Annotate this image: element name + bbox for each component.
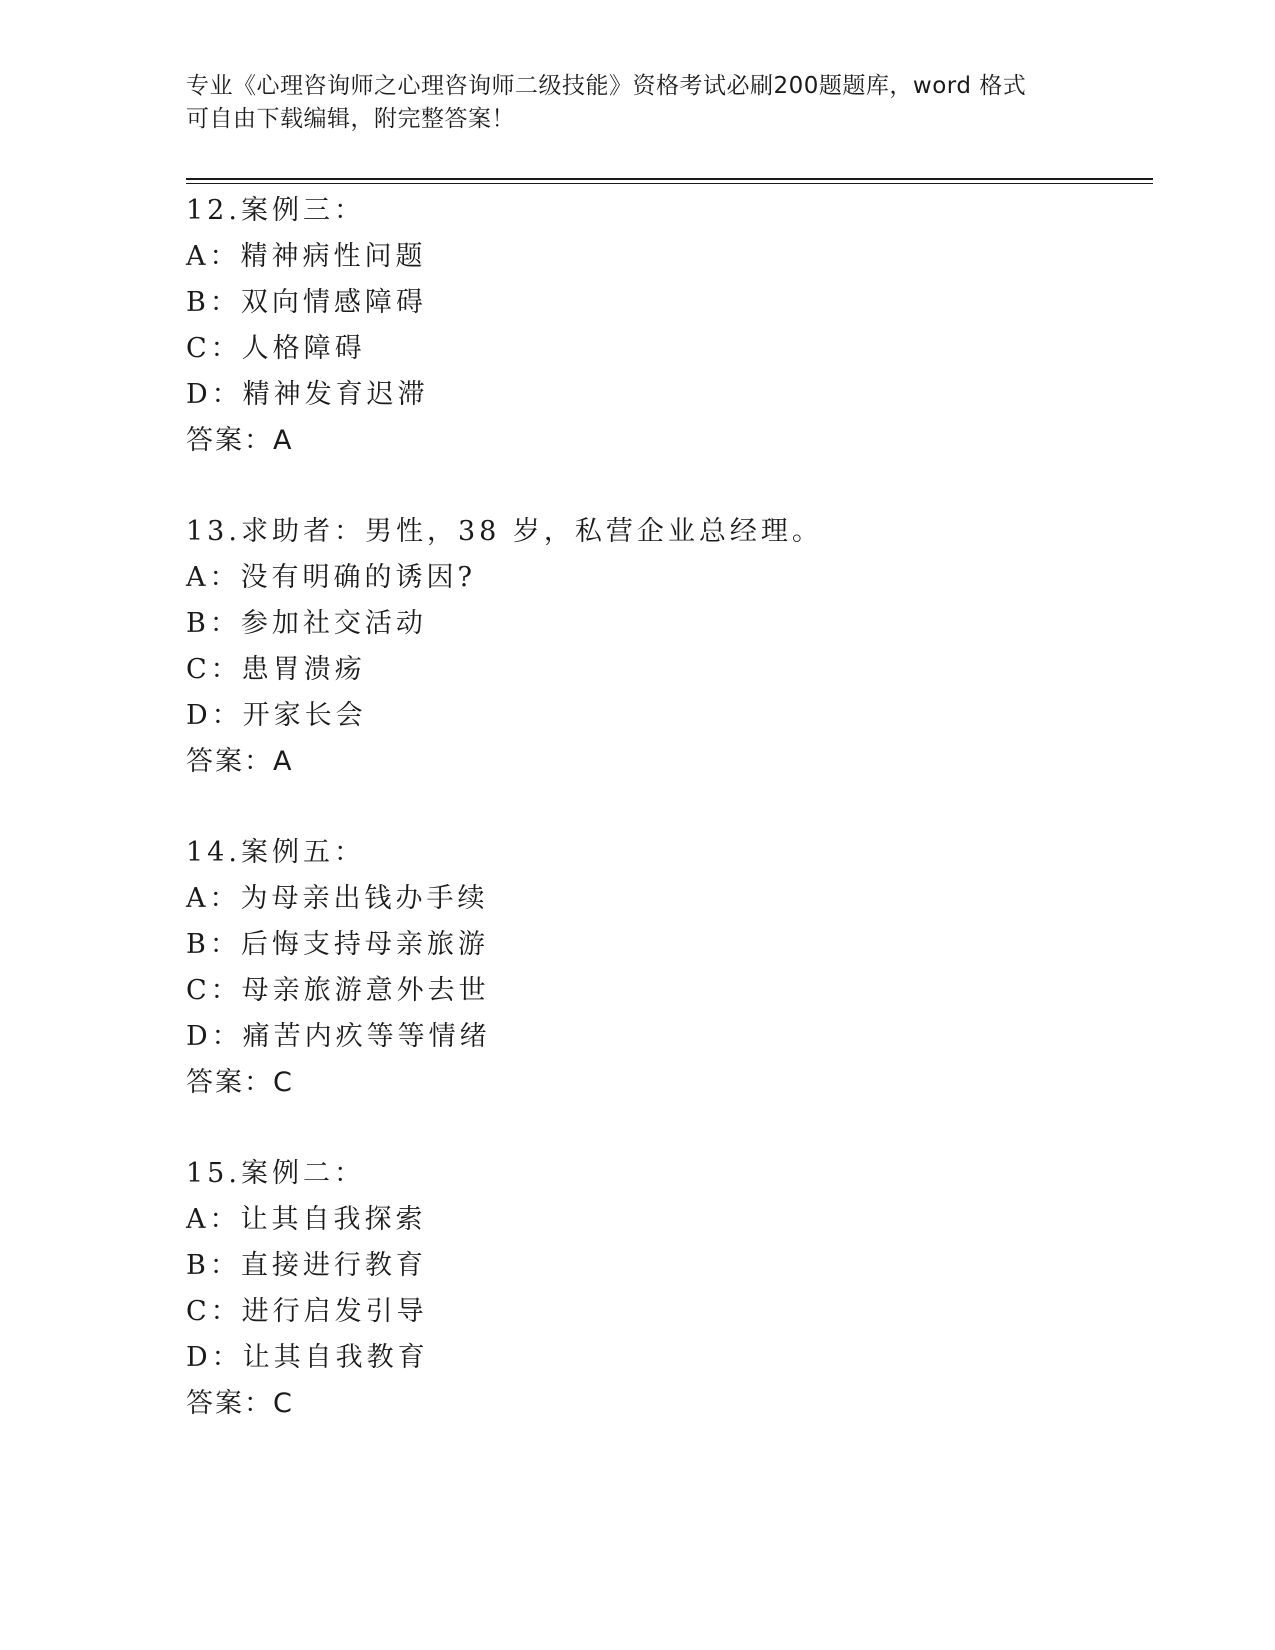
option-c: C：母亲旅游意外去世 <box>186 975 490 1006</box>
answer-line: 答案：A <box>186 425 294 456</box>
header-line-2: 可自由下载编辑，附完整答案！ <box>186 106 515 132</box>
option-d: D：让其自我教育 <box>186 1342 429 1373</box>
option-d: D：精神发育迟滞 <box>186 379 429 410</box>
question-list <box>186 188 1146 1472</box>
option-c: C：进行启发引导 <box>186 1296 428 1327</box>
header-divider-thin <box>186 183 1153 184</box>
header-divider-thick <box>186 178 1153 180</box>
question-stem: 12.案例三： <box>186 195 365 226</box>
option-a: A：让其自我探索 <box>186 1204 427 1235</box>
answer-line: 答案：A <box>186 746 294 777</box>
question-13 <box>186 509 1146 785</box>
question-14 <box>186 830 1146 1106</box>
option-b: B：双向情感障碍 <box>186 287 427 318</box>
question-15 <box>186 1151 1146 1427</box>
option-d: D：痛苦内疚等等情绪 <box>186 1021 491 1052</box>
option-c: C：人格障碍 <box>186 333 366 364</box>
option-a: A：为母亲出钱办手续 <box>186 883 489 914</box>
option-b: B：直接进行教育 <box>186 1250 427 1281</box>
option-a: A：精神病性问题 <box>186 241 427 272</box>
option-d: D：开家长会 <box>186 700 367 731</box>
question-12 <box>186 188 1146 464</box>
question-stem: 14.案例五： <box>186 837 365 868</box>
question-stem: 15.案例二： <box>186 1158 365 1189</box>
answer-line: 答案：C <box>186 1067 294 1098</box>
option-b: B：参加社交活动 <box>186 608 427 639</box>
option-a: A：没有明确的诱因? <box>186 562 476 593</box>
header-line-1: 专业《心理咨询师之心理咨询师二级技能》资格考试必刷200题题库，word 格式 <box>186 73 1027 99</box>
option-b: B：后悔支持母亲旅游 <box>186 929 489 960</box>
answer-line: 答案：C <box>186 1388 294 1419</box>
document-header <box>186 70 1086 136</box>
option-c: C：患胃溃疡 <box>186 654 366 685</box>
question-stem: 13.求助者：男性，38 岁，私营企业总经理。 <box>186 516 823 547</box>
